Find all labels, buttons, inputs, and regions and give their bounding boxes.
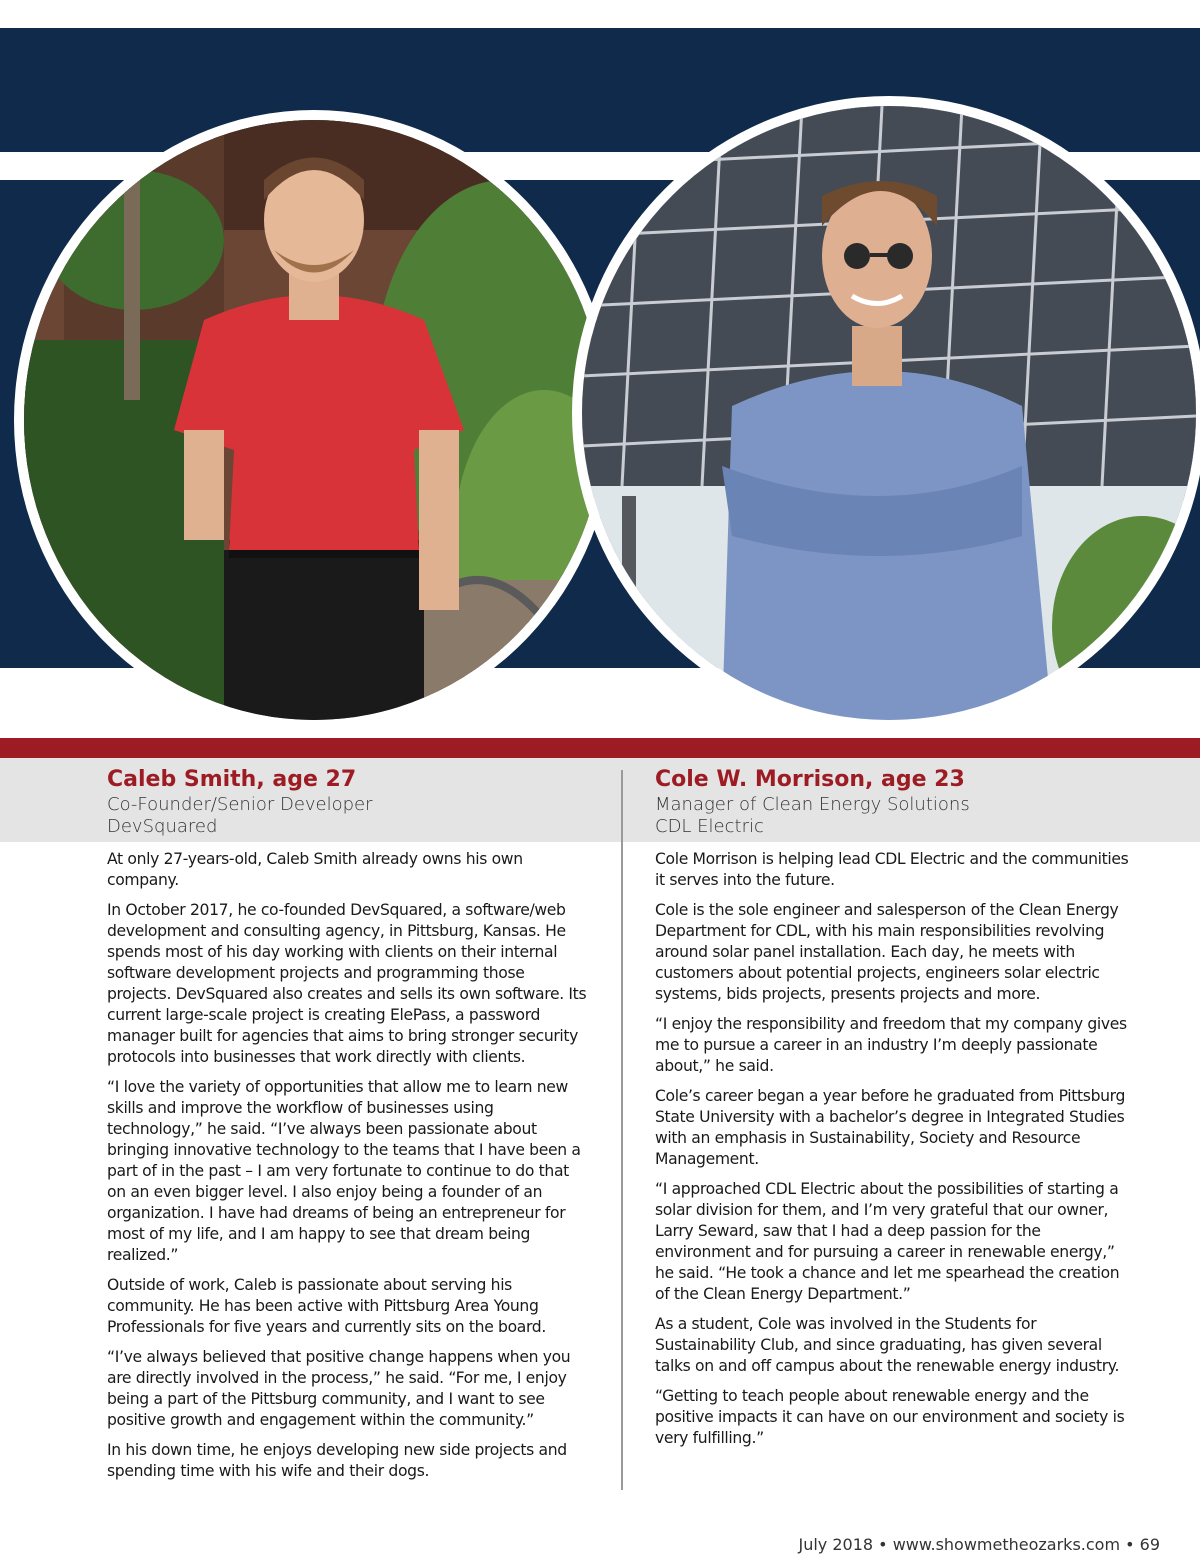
body-paragraph: “Getting to teach people about renewable energy and the positive impacts it can have on our environment and society is very fulfilling.” bbox=[655, 1387, 1125, 1447]
caleb-portrait-illustration bbox=[24, 120, 604, 720]
body-paragraph: Outside of work, Caleb is passionate about serving his community. He has been active with Pittsburg Area Young Professionals for five years and currently sits on the board. bbox=[107, 1276, 546, 1336]
profile-role: Manager of Clean Energy Solutions bbox=[655, 794, 970, 815]
caleb-smith-photo bbox=[14, 110, 614, 730]
profile-cole-morrison bbox=[655, 766, 1135, 1458]
body-paragraph: Cole Morrison is helping lead CDL Electric and the communities it serves into the future. bbox=[655, 850, 1129, 889]
body-paragraph: “I’ve always believed that positive change happens when you are directly involved in the process,” he said. “For me, I enjoy being a part of the Pittsburg community, and I want to see positive growth and engagement within the community.” bbox=[107, 1348, 571, 1429]
profile-role: Co-Founder/Senior Developer bbox=[107, 794, 373, 815]
body-paragraph: As a student, Cole was involved in the Students for Sustainability Club, and since graduating, has given several talks on and off campus about the renewable energy industry. bbox=[655, 1315, 1120, 1375]
profile-caleb-smith bbox=[107, 766, 587, 1491]
page-footer: July 2018 • www.showmetheozarks.com • 69 bbox=[798, 1535, 1160, 1554]
cole-portrait-illustration bbox=[582, 106, 1196, 720]
profile-company: CDL Electric bbox=[655, 816, 764, 837]
body-paragraph: Cole is the sole engineer and salesperson of the Clean Energy Department for CDL, with his main responsibilities revolving around solar panel installation. Each day, he meets with customers about potential projects, engineers solar electric systems, bids projects, presents projects and more. bbox=[655, 901, 1119, 1003]
profile-company: DevSquared bbox=[107, 816, 218, 837]
accent-red-bar bbox=[0, 738, 1200, 758]
cole-morrison-photo bbox=[572, 96, 1200, 730]
body-paragraph: “I enjoy the responsibility and freedom that my company gives me to pursue a career in an industry I’m deeply passionate about,” he said. bbox=[655, 1015, 1127, 1075]
body-paragraph: At only 27-years-old, Caleb Smith already owns his own company. bbox=[107, 850, 523, 889]
profile-name: Caleb Smith, age 27 bbox=[107, 767, 357, 792]
body-paragraph: “I love the variety of opportunities that allow me to learn new skills and improve the workflow of businesses using technology,” he said. “I’ve always been passionate about bringing innovative technology to the teams that I have been a part of in the past – I am very fortunate to continue to do that on an even bigger level. I also enjoy being a founder of an organization. I have had dreams of being an entrepreneur for most of my life, and I am happy to see that dream being realized.” bbox=[107, 1078, 581, 1264]
body-paragraph: “I approached CDL Electric about the possibilities of starting a solar division for them, and I’m very grateful that our owner, Larry Seward, saw that I had a deep passion for the environment and for pursuing a career in renewable energy,” he said. “He took a chance and let me spearhead the creation of the Clean Energy Department.” bbox=[655, 1180, 1120, 1303]
profile-name: Cole W. Morrison, age 23 bbox=[655, 767, 965, 792]
column-divider bbox=[621, 770, 623, 1490]
body-paragraph: In his down time, he enjoys developing new side projects and spending time with his wife and their dogs. bbox=[107, 1441, 567, 1480]
profile-body bbox=[107, 849, 587, 1482]
body-paragraph: In October 2017, he co-founded DevSquared, a software/web development and consulting agency, in Pittsburg, Kansas. He spends most of his day working with clients on their internal software development projects and programming those projects. DevSquared also creates and sells its own software. Its current large-scale project is creating ElePass, a password manager built for agencies that aims to bring stronger security protocols into businesses that work directly with clients. bbox=[107, 901, 587, 1066]
body-paragraph: Cole’s career began a year before he graduated from Pittsburg State University with a bachelor’s degree in Integrated Studies with an emphasis in Sustainability, Society and Resource Management. bbox=[655, 1087, 1125, 1168]
profile-body bbox=[655, 849, 1135, 1449]
